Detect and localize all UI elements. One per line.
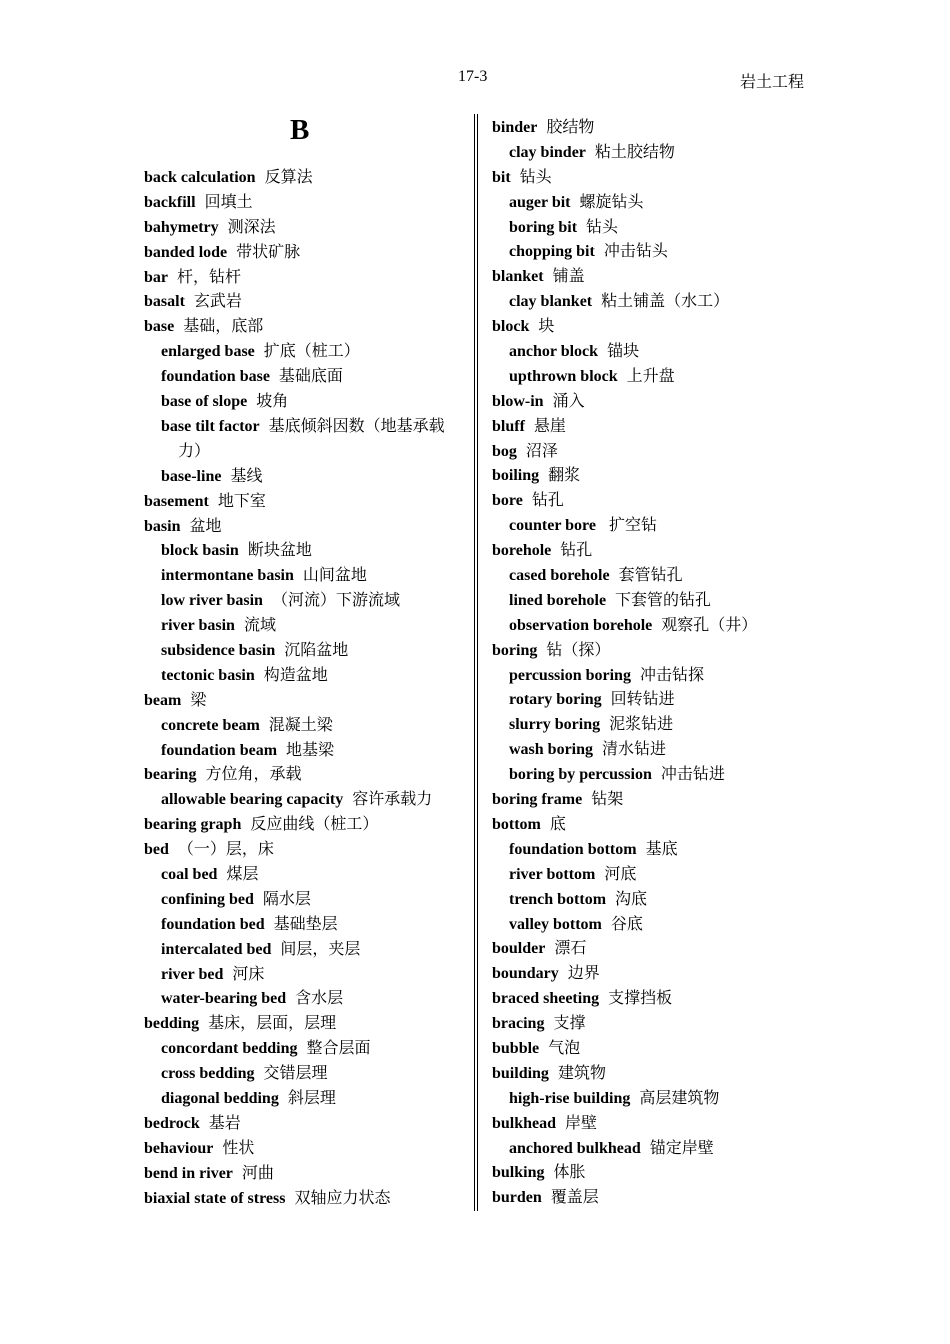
entry-term: back calculation xyxy=(144,169,256,186)
entry-term: trench bottom xyxy=(509,890,607,908)
entry xyxy=(492,962,822,987)
entry-definition: 山间盆地 xyxy=(302,567,367,585)
subentry xyxy=(492,913,822,938)
subentry xyxy=(492,141,822,166)
entry-term: subsidence basin xyxy=(161,641,276,659)
entry xyxy=(492,440,822,465)
entry-definition: 谷底 xyxy=(610,915,643,933)
subentry xyxy=(492,365,822,390)
subentry xyxy=(144,1062,464,1087)
subentry xyxy=(492,216,822,241)
subentry xyxy=(492,1137,822,1162)
entry-term: river basin xyxy=(161,617,235,635)
entry-term: base of slope xyxy=(161,393,248,411)
entry-term: upthrown block xyxy=(509,367,618,385)
subentry xyxy=(492,713,822,738)
entry xyxy=(492,1037,822,1062)
entry-definition: 上升盘 xyxy=(626,367,675,385)
subentry xyxy=(492,738,822,763)
entry-definition: 基础底面 xyxy=(278,368,343,386)
entry xyxy=(492,1062,822,1087)
entry-term: chopping bit xyxy=(509,243,595,261)
entry-definition: 基岩 xyxy=(208,1114,241,1132)
subentry xyxy=(144,739,464,764)
entry-definition: 观察孔（井） xyxy=(661,616,758,634)
entry-term: low river basin xyxy=(161,592,263,610)
entry-definition: 翻浆 xyxy=(548,467,581,485)
entry-term: rotary boring xyxy=(509,691,602,709)
entry-definition: 反应曲线（桩工） xyxy=(250,816,379,834)
entry xyxy=(492,639,822,664)
entry-definition: 交错层理 xyxy=(263,1065,328,1083)
entry-term: building xyxy=(492,1064,549,1082)
entry-term: clay binder xyxy=(509,143,586,161)
entry xyxy=(492,1161,822,1186)
subentry xyxy=(144,863,464,888)
entry xyxy=(144,315,464,340)
subentry xyxy=(144,390,464,415)
entry xyxy=(144,216,464,241)
subentry xyxy=(144,714,464,739)
entry xyxy=(144,1112,464,1137)
entry-term: auger bit xyxy=(509,193,571,211)
entry-definition: 整合层面 xyxy=(306,1040,371,1058)
entry-term: valley bottom xyxy=(509,915,602,933)
entry xyxy=(144,266,464,291)
entry-term: boring xyxy=(492,641,538,659)
entry-definition: 套管钻孔 xyxy=(618,567,683,585)
entry xyxy=(144,191,464,216)
entry-term: bedding xyxy=(144,1015,200,1033)
entry-term: wash boring xyxy=(509,741,594,759)
entry-definition: 钻（探） xyxy=(546,641,611,659)
entry xyxy=(492,1186,822,1211)
entry-term: burden xyxy=(492,1189,542,1207)
subentry xyxy=(144,614,464,639)
entry-definition: 方位角，承载 xyxy=(205,766,302,784)
entry xyxy=(144,1187,464,1212)
entry-term: foundation base xyxy=(161,368,270,386)
entry-definition: 支撑挡板 xyxy=(608,990,673,1008)
entry-term: clay blanket xyxy=(509,293,593,311)
entry-definition: 钻头 xyxy=(519,168,552,186)
entry-definition: 河底 xyxy=(604,865,637,883)
entry-definition: 坡角 xyxy=(256,393,289,411)
entry xyxy=(492,166,822,191)
entry-definition: 粘土铺盖（水工） xyxy=(601,293,730,311)
entry-term: boring frame xyxy=(492,791,583,809)
entry-term: blow-in xyxy=(492,392,544,410)
entry-definition: 钻孔 xyxy=(531,492,564,510)
entry-definition: 下套管的钻孔 xyxy=(615,591,712,609)
subentry xyxy=(492,688,822,713)
entry-definition: 带状矿脉 xyxy=(236,243,301,261)
entry-definition: 容许承载力 xyxy=(352,791,433,809)
entry-term: banded lode xyxy=(144,243,228,261)
entry-term: water-bearing bed xyxy=(161,990,287,1008)
entry-definition: 扩空钻 xyxy=(604,517,657,535)
running-title: 岩土工程 xyxy=(740,74,805,91)
entry-term: cross bedding xyxy=(161,1065,255,1083)
subentry xyxy=(492,564,822,589)
entry-term: tectonic basin xyxy=(161,666,255,684)
subentry xyxy=(492,863,822,888)
entry-term: braced sheeting xyxy=(492,990,600,1008)
subentry xyxy=(492,290,822,315)
entry-definition: 支撑 xyxy=(553,1015,586,1033)
entry-term: concordant bedding xyxy=(161,1040,298,1058)
entry xyxy=(144,1012,464,1037)
entry-definition: 基底 xyxy=(645,840,678,858)
entry-definition: 基底倾斜因数（地基承载 xyxy=(268,417,445,435)
entry-definition: 锚定岸壁 xyxy=(649,1139,714,1157)
column-divider xyxy=(474,114,478,1211)
entry-definition: 基床，层面，层理 xyxy=(208,1015,337,1033)
entry xyxy=(144,763,464,788)
entry-term: bar xyxy=(144,268,168,286)
entry-term: bluff xyxy=(492,417,525,435)
entry-definition: 斜层理 xyxy=(287,1089,336,1107)
entry-term: bottom xyxy=(492,815,541,833)
subentry xyxy=(492,589,822,614)
entry xyxy=(492,489,822,514)
entry-definition: 钻头 xyxy=(586,218,619,236)
entry-term: backfill xyxy=(144,193,196,211)
entry xyxy=(492,464,822,489)
entry-definition: 冲击钻头 xyxy=(603,243,668,261)
entry xyxy=(492,937,822,962)
entry-definition: 冲击钻探 xyxy=(639,666,704,684)
entry-term: base-line xyxy=(161,467,222,485)
entry xyxy=(492,415,822,440)
entry-definition: 回转钻进 xyxy=(610,691,675,709)
entry-definition: （一）层，床 xyxy=(177,841,274,859)
entry-term: beam xyxy=(144,691,182,709)
entry-definition: 沟底 xyxy=(615,890,648,908)
entry-definition-continued: 力） xyxy=(178,442,211,460)
entry-definition: 冲击钻进 xyxy=(660,766,725,784)
entry-term: counter bore xyxy=(509,517,596,535)
subentry xyxy=(144,415,464,465)
entry-definition: 体胀 xyxy=(553,1164,586,1182)
entry-term: binder xyxy=(492,119,538,136)
entry-term: base tilt factor xyxy=(161,417,260,435)
subentry xyxy=(492,664,822,689)
entry-term: bahymetry xyxy=(144,218,219,236)
entry-term: high-rise building xyxy=(509,1089,631,1107)
entry-term: cased borehole xyxy=(509,567,610,585)
entry xyxy=(144,838,464,863)
entry-term: concrete beam xyxy=(161,716,260,734)
entry-definition: 双轴应力状态 xyxy=(294,1189,391,1207)
entry-term: boiling xyxy=(492,467,540,485)
entry-definition: 回填土 xyxy=(204,193,253,211)
entry-term: foundation beam xyxy=(161,741,278,759)
entry-term: blanket xyxy=(492,268,544,286)
subentry xyxy=(492,838,822,863)
subentry xyxy=(144,539,464,564)
entry-term: base xyxy=(144,318,175,336)
entry-term: intercalated bed xyxy=(161,940,272,958)
entry-term: bulkhead xyxy=(492,1114,557,1132)
entry-term: bearing xyxy=(144,766,197,784)
entry-definition: 沉陷盆地 xyxy=(284,641,349,659)
subentry xyxy=(144,664,464,689)
entry-term: foundation bottom xyxy=(509,840,637,858)
entry-term: diagonal bedding xyxy=(161,1089,279,1107)
entry-definition: 地基梁 xyxy=(286,741,335,759)
entry-term: anchored bulkhead xyxy=(509,1139,641,1157)
subentry xyxy=(144,340,464,365)
left-column xyxy=(144,166,464,1211)
entry-definition: 沼泽 xyxy=(525,442,558,460)
entry xyxy=(492,390,822,415)
entry-definition: 涌入 xyxy=(552,392,585,410)
entry-definition: 悬崖 xyxy=(533,417,566,435)
entry-definition: 盆地 xyxy=(189,517,222,535)
entry-term: boundary xyxy=(492,965,559,983)
entry-definition: 钻架 xyxy=(591,791,624,809)
entry-definition: 钻孔 xyxy=(560,542,593,560)
entry-term: boulder xyxy=(492,940,546,958)
entry-definition: 断块盆地 xyxy=(247,542,312,560)
entry-term: percussion boring xyxy=(509,666,631,684)
entry-definition: 漂石 xyxy=(554,940,587,958)
entry-term: foundation bed xyxy=(161,915,265,933)
entry-term: bulking xyxy=(492,1164,545,1182)
subentry xyxy=(144,589,464,614)
subentry xyxy=(144,365,464,390)
subentry xyxy=(492,240,822,265)
entry-definition: 胶结物 xyxy=(546,119,595,136)
entry-term: confining bed xyxy=(161,890,254,908)
entry-term: allowable bearing capacity xyxy=(161,791,344,809)
entry xyxy=(492,1112,822,1137)
entry-definition: 地下室 xyxy=(217,492,266,510)
entry xyxy=(492,1012,822,1037)
entry-definition: 锚块 xyxy=(607,343,640,361)
entry-definition: 清水钻进 xyxy=(602,741,667,759)
entry xyxy=(144,813,464,838)
entry-term: bracing xyxy=(492,1015,545,1033)
subentry xyxy=(144,963,464,988)
entry-term: bog xyxy=(492,442,517,460)
subentry xyxy=(144,1087,464,1112)
entry-definition: 混凝土梁 xyxy=(268,716,333,734)
entry-term: bubble xyxy=(492,1039,540,1057)
subentry xyxy=(492,1087,822,1112)
entry-term: anchor block xyxy=(509,343,599,361)
entry-term: boring bit xyxy=(509,218,578,236)
entry xyxy=(144,290,464,315)
entry-definition: 边界 xyxy=(567,965,600,983)
entry-term: observation borehole xyxy=(509,616,653,634)
entry-definition: 梁 xyxy=(190,691,207,709)
subentry xyxy=(492,340,822,365)
subentry xyxy=(492,191,822,216)
entry xyxy=(144,241,464,266)
right-column xyxy=(492,116,822,1211)
subentry xyxy=(492,514,822,539)
entry xyxy=(144,166,464,191)
entry xyxy=(144,490,464,515)
subentry xyxy=(144,888,464,913)
entry-definition: 铺盖 xyxy=(552,268,585,286)
entry-definition: （河流）下游流域 xyxy=(271,592,400,610)
entry-definition: 块 xyxy=(538,318,555,336)
entry-definition: 基础，底部 xyxy=(183,318,264,336)
entry-definition: 泥浆钻进 xyxy=(609,716,674,734)
entry-term: bedrock xyxy=(144,1114,200,1132)
entry-definition: 杆，钻杆 xyxy=(177,268,242,286)
entry-term: borehole xyxy=(492,542,552,560)
entry-definition: 高层建筑物 xyxy=(639,1089,720,1107)
entry-term: basement xyxy=(144,492,209,510)
entry-definition: 基线 xyxy=(230,467,263,485)
subentry xyxy=(144,938,464,963)
entry-term: bore xyxy=(492,492,523,510)
entry-term: river bed xyxy=(161,965,224,983)
entry xyxy=(492,788,822,813)
entry-definition: 流域 xyxy=(243,617,276,635)
entry-definition: 粘土胶结物 xyxy=(594,143,675,161)
entry-definition: 反算法 xyxy=(264,169,313,186)
entry-term: boring by percussion xyxy=(509,766,652,784)
entry-term: bed xyxy=(144,841,169,859)
entry-definition: 气泡 xyxy=(548,1039,581,1057)
subentry xyxy=(144,913,464,938)
entry-term: basin xyxy=(144,517,181,535)
subentry xyxy=(144,987,464,1012)
entry xyxy=(144,689,464,714)
entry-definition: 玄武岩 xyxy=(193,293,242,311)
entry-term: basalt xyxy=(144,293,185,311)
entry-term: block basin xyxy=(161,542,239,560)
entry-term: intermontane basin xyxy=(161,567,294,585)
page-number: 17-3 xyxy=(458,68,488,85)
entry xyxy=(144,1137,464,1162)
entry-definition: 建筑物 xyxy=(557,1064,606,1082)
entry xyxy=(492,265,822,290)
entry-term: slurry boring xyxy=(509,716,601,734)
entry-definition: 测深法 xyxy=(227,218,276,236)
entry-definition: 岸壁 xyxy=(565,1114,598,1132)
entry-definition: 螺旋钻头 xyxy=(579,193,644,211)
subentry xyxy=(144,465,464,490)
subentry xyxy=(144,1037,464,1062)
entry-term: bit xyxy=(492,168,511,186)
entry-definition: 构造盆地 xyxy=(263,666,328,684)
section-letter: B xyxy=(290,114,310,146)
entry-term: coal bed xyxy=(161,865,218,883)
entry xyxy=(492,987,822,1012)
subentry xyxy=(144,639,464,664)
entry-term: enlarged base xyxy=(161,343,255,361)
entry xyxy=(492,539,822,564)
subentry xyxy=(144,564,464,589)
subentry xyxy=(492,888,822,913)
entry-definition: 隔水层 xyxy=(262,890,311,908)
entry-term: block xyxy=(492,318,530,336)
entry-definition: 性状 xyxy=(222,1139,255,1157)
subentry xyxy=(492,614,822,639)
entry xyxy=(144,1162,464,1187)
entry-term: bend in river xyxy=(144,1164,233,1182)
entry xyxy=(144,515,464,540)
subentry xyxy=(492,763,822,788)
entry-definition: 煤层 xyxy=(226,865,259,883)
entry-definition: 扩底（桩工） xyxy=(263,343,360,361)
subentry xyxy=(144,788,464,813)
entry-term: lined borehole xyxy=(509,591,607,609)
entry-definition: 基础垫层 xyxy=(273,915,338,933)
entry-definition: 覆盖层 xyxy=(550,1189,599,1207)
entry xyxy=(492,315,822,340)
entry xyxy=(492,116,822,141)
entry-term: river bottom xyxy=(509,865,596,883)
entry-definition: 底 xyxy=(549,815,566,833)
entry-term: biaxial state of stress xyxy=(144,1189,286,1207)
entry-definition: 含水层 xyxy=(295,990,344,1008)
entry-term: bearing graph xyxy=(144,816,242,834)
entry xyxy=(492,813,822,838)
entry-definition: 河曲 xyxy=(241,1164,274,1182)
entry-definition: 间层，夹层 xyxy=(280,940,361,958)
entry-definition: 河床 xyxy=(232,965,265,983)
entry-term: behaviour xyxy=(144,1139,214,1157)
